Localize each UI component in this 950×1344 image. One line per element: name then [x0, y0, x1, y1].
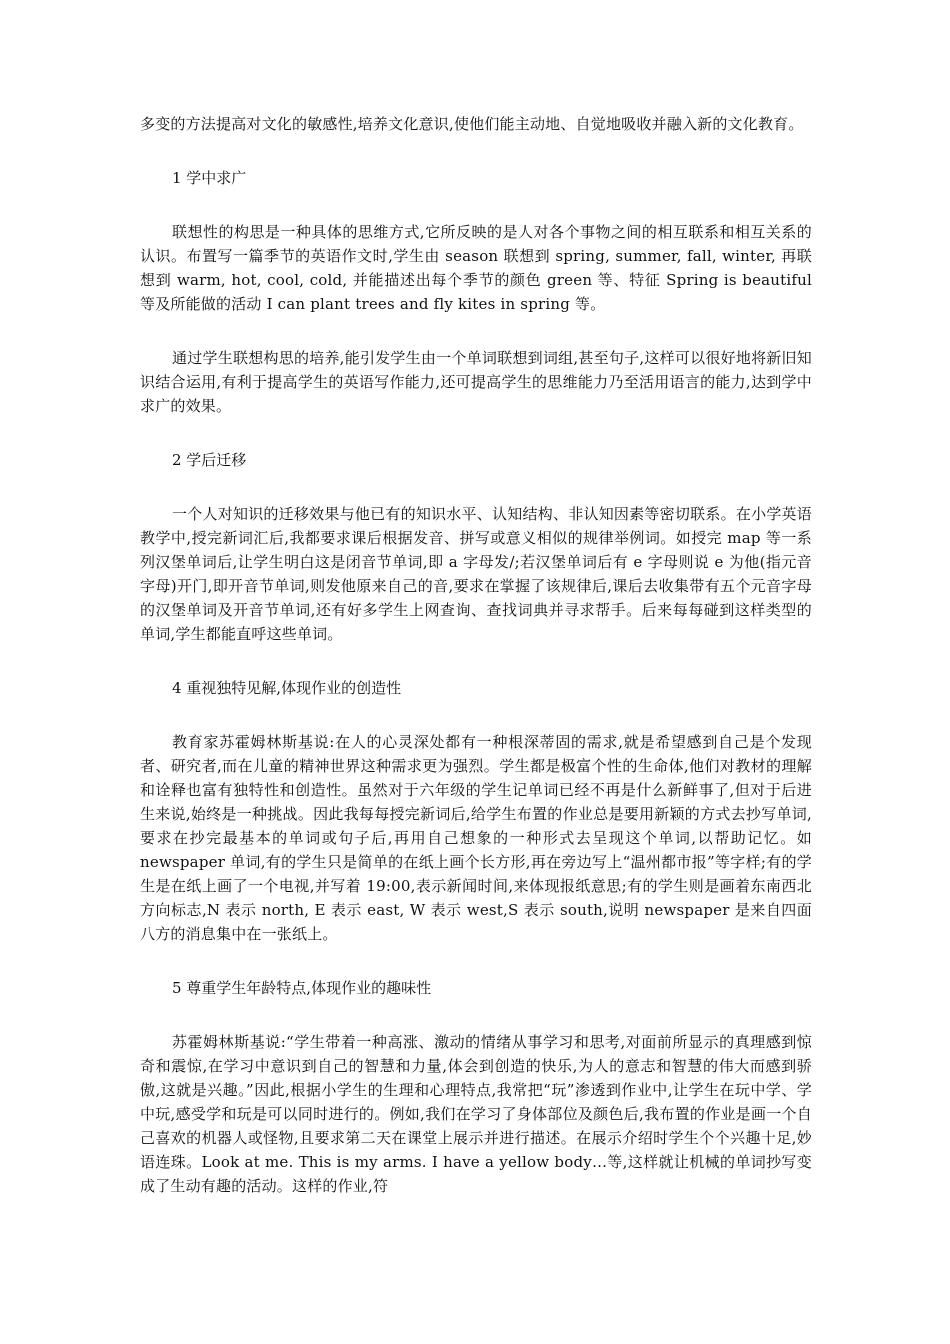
- paragraph-association: 联想性的构思是一种具体的思维方式,它所反映的是人对各个事物之间的相互联系和相互关系的认识。布置写一篇季节的英语作文时,学生由 season 联想到 spring, summer, fall, winter, 再联想到 warm, hot, cool, cold, 并能描述出每个季节的颜色 green 等、特征 Spring is beautiful 等及所能做的活动 I can plant trees and fly kites in spring 等。: [140, 223, 812, 313]
- paragraph-transfer: 一个人对知识的迁移效果与他已有的知识水平、认知结构、非认知因素等密切联系。在小学英语教学中,授完新词汇后,我都要求课后根据发音、拼写或意义相似的规律举例词。如授完 map 等一系列汉堡单词后,让学生明白这是闭音节单词,即 a 字母发/;若汉堡单词后有 e 字母则说 e 为他(指元音字母)开门,即开音节单词,则发他原来自己的音,要求在掌握了该规律后,课后去收集带有五个元音字母的汉堡单词及开音节单词,还有好多学生上网查询、查找词典并寻求帮手。后来每每碰到这样类型的单词,学生都能直呼这些单词。: [140, 505, 812, 643]
- paragraph-interest: 苏霍姆林斯基说:“学生带着一种高涨、激动的情绪从事学习和思考,对面前所显示的真理感到惊奇和震惊,在学习中意识到自己的智慧和力量,体会到创造的快乐,为人的意志和智慧的伟大而感到骄傲,这就是兴趣。”因此,根据小学生的生理和心理特点,我常把“玩”渗透到作业中,让学生在玩中学、学中玩,感受学和玩是可以同时进行的。例如,我们在学习了身体部位及颜色后,我布置的作业是画一个自己喜欢的机器人或怪物,且要求第二天在课堂上展示并进行描述。在展示介绍时学生个个兴趣十足,妙语连珠。Look at me. This is my arms. I have a yellow body…等,这样就让机械的单词抄写变成了生动有趣的活动。这样的作业,符: [140, 1033, 812, 1195]
- paragraph-intro: 多变的方法提高对文化的敏感性,培养文化意识,使他们能主动地、自觉地吸收并融入新的文化教育。: [140, 115, 804, 133]
- document-page: [140, 112, 812, 1198]
- section-heading-2: 2 学后迁移: [172, 451, 247, 469]
- paragraph-association-effect: 通过学生联想构思的培养,能引发学生由一个单词联想到词组,甚至句子,这样可以很好地将新旧知识结合运用,有利于提高学生的英语写作能力,还可提高学生的思维能力乃至活用语言的能力,达到学中求广的效果。: [140, 349, 812, 415]
- section-heading-1: 1 学中求广: [172, 169, 247, 187]
- section-heading-5: 5 尊重学生年龄特点,体现作业的趣味性: [172, 979, 432, 997]
- paragraph-creativity: 教育家苏霍姆林斯基说:在人的心灵深处都有一种根深蒂固的需求,就是希望感到自己是个发现者、研究者,而在儿童的精神世界这种需求更为强烈。学生都是极富个性的生命体,他们对教材的理解和诠释也富有独特性和创造性。虽然对于六年级的学生记单词已经不再是什么新鲜事了,但对于后进生来说,始终是一种挑战。因此我每每授完新词后,给学生布置的作业总是要用新颖的方式去抄写单词,要求在抄完最基本的单词或句子后,再用自己想象的一种形式去呈现这个单词,以帮助记忆。如 newspaper 单词,有的学生只是简单的在纸上画个长方形,再在旁边写上“温州都市报”等字样;有的学生是在纸上画了一个电视,并写着 19:00,表示新闻时间,来体现报纸意思;有的学生则是画着东南西北方向标志,N 表示 north, E 表示 east, W 表示 west,S 表示 south,说明 newspaper 是来自四面八方的消息集中在一张纸上。: [140, 733, 812, 943]
- section-heading-4: 4 重视独特见解,体现作业的创造性: [172, 679, 402, 697]
